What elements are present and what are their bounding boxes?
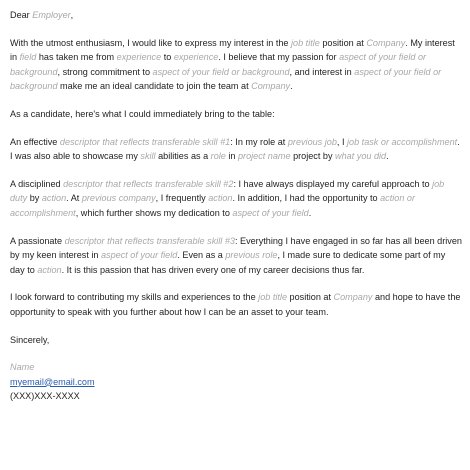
placeholder-text: job duty <box>10 178 445 204</box>
placeholder-text: aspect of your field or background <box>152 66 290 77</box>
placeholder-text: aspect of your field or background <box>10 52 427 77</box>
letter-text: has taken me from <box>36 52 117 63</box>
letter-text: , strong commitment to <box>57 66 153 77</box>
placeholder-text: previous company <box>81 193 156 204</box>
placeholder-text: aspect of your field <box>232 207 309 218</box>
letter-text: . I was also able to showcase my <box>10 136 460 162</box>
letter-text: in <box>225 151 238 162</box>
letter-text: project by <box>290 151 336 162</box>
letter-text: to <box>161 52 174 63</box>
letter-text: make me an ideal candidate to join the team at <box>57 81 252 92</box>
letter-text: As a candidate, here's what I could immediately bring to the table: <box>10 108 275 119</box>
placeholder-text: aspect of your field <box>100 250 178 261</box>
letter-text: . Even as a <box>177 250 226 261</box>
letter-text: . In addition, I had the opportunity to <box>232 193 381 204</box>
letter-text: , I made sure to dedicate some part of my day to <box>10 250 446 275</box>
placeholder-text: Company <box>366 37 406 48</box>
letter-text: , I <box>336 136 348 147</box>
letter-text: . It is this passion that has driven every one of my career decisions thus far. <box>61 264 365 275</box>
letter-text: , I frequently <box>155 193 209 204</box>
signature-name: Name <box>10 362 35 373</box>
letter-text: With the utmost enthusiasm, I would like to express my interest in the <box>10 37 292 48</box>
letter-text: : In my role at <box>230 136 288 147</box>
letter-text: An effective <box>10 136 60 147</box>
placeholder-text: experience <box>116 52 162 63</box>
greeting <box>10 8 462 23</box>
letter-paragraph <box>10 135 462 164</box>
letter-text: . My interest in <box>10 37 455 63</box>
letter-paragraph <box>10 107 462 122</box>
letter-paragraph <box>10 234 462 278</box>
letter-text: , which further shows my dedication to <box>75 207 233 218</box>
employer-placeholder: Employer <box>32 10 71 20</box>
letter-body <box>10 36 462 320</box>
letter-paragraph <box>10 290 462 319</box>
phone-number: (XXX)XXX-XXXX <box>10 391 80 402</box>
placeholder-text: action <box>37 264 62 275</box>
letter-text: . I believe that my passion for <box>218 52 340 63</box>
closing: Sincerely, <box>10 334 50 345</box>
letter-text: position at <box>319 37 367 48</box>
letter-text: position at <box>287 292 334 303</box>
greeting-comma: , <box>70 10 74 20</box>
letter-text: : I have always displayed my careful approach to <box>233 178 433 189</box>
placeholder-text: skill <box>140 151 156 162</box>
letter-text: : Everything I have engaged in so far has all been driven by my keen interest in <box>10 235 462 261</box>
letter-text: A passionate <box>10 235 65 246</box>
placeholder-text: previous job <box>287 136 337 147</box>
letter-text: abilities as a <box>155 151 211 162</box>
placeholder-text: Company <box>333 292 373 303</box>
letter-paragraph <box>10 177 462 221</box>
letter-text: . <box>290 81 293 92</box>
cover-letter <box>10 8 462 404</box>
placeholder-text: job task or accomplishment <box>347 136 458 147</box>
letter-text: , and interest in <box>289 66 355 77</box>
placeholder-text: action <box>208 193 233 204</box>
placeholder-text: role <box>210 151 226 162</box>
placeholder-text: action <box>41 193 67 204</box>
placeholder-text: experience <box>173 52 219 63</box>
letter-text: . <box>386 151 389 162</box>
signature-block <box>10 360 462 404</box>
letter-text: I look forward to contributing my skills and experiences to the <box>10 292 259 303</box>
placeholder-text: descriptor that reflects transferable skill #3 <box>64 235 235 246</box>
placeholder-text: job title <box>291 37 320 48</box>
placeholder-text: action or accomplishment <box>10 193 416 218</box>
placeholder-text: what you did <box>335 151 387 162</box>
placeholder-text: previous role <box>225 250 278 261</box>
placeholder-text: aspect of your field or background <box>10 66 442 92</box>
letter-text: . <box>308 207 312 218</box>
placeholder-text: descriptor that reflects transferable skill #1 <box>59 136 231 147</box>
letter-text: and hope to have the opportunity to speak with you further about how I can be an asset to your team. <box>10 292 461 317</box>
letter-text: A disciplined <box>10 178 64 189</box>
placeholder-text: Company <box>251 81 291 92</box>
letter-paragraph <box>10 36 462 94</box>
greeting-salutation: Dear <box>10 10 33 20</box>
letter-text: . At <box>66 193 82 204</box>
email-link[interactable]: myemail@email.com <box>10 376 95 387</box>
placeholder-text: field <box>19 52 37 63</box>
placeholder-text: project name <box>237 151 291 162</box>
letter-text: by <box>27 193 42 204</box>
placeholder-text: job title <box>258 292 288 303</box>
placeholder-text: descriptor that reflects transferable skill #2 <box>63 178 234 189</box>
